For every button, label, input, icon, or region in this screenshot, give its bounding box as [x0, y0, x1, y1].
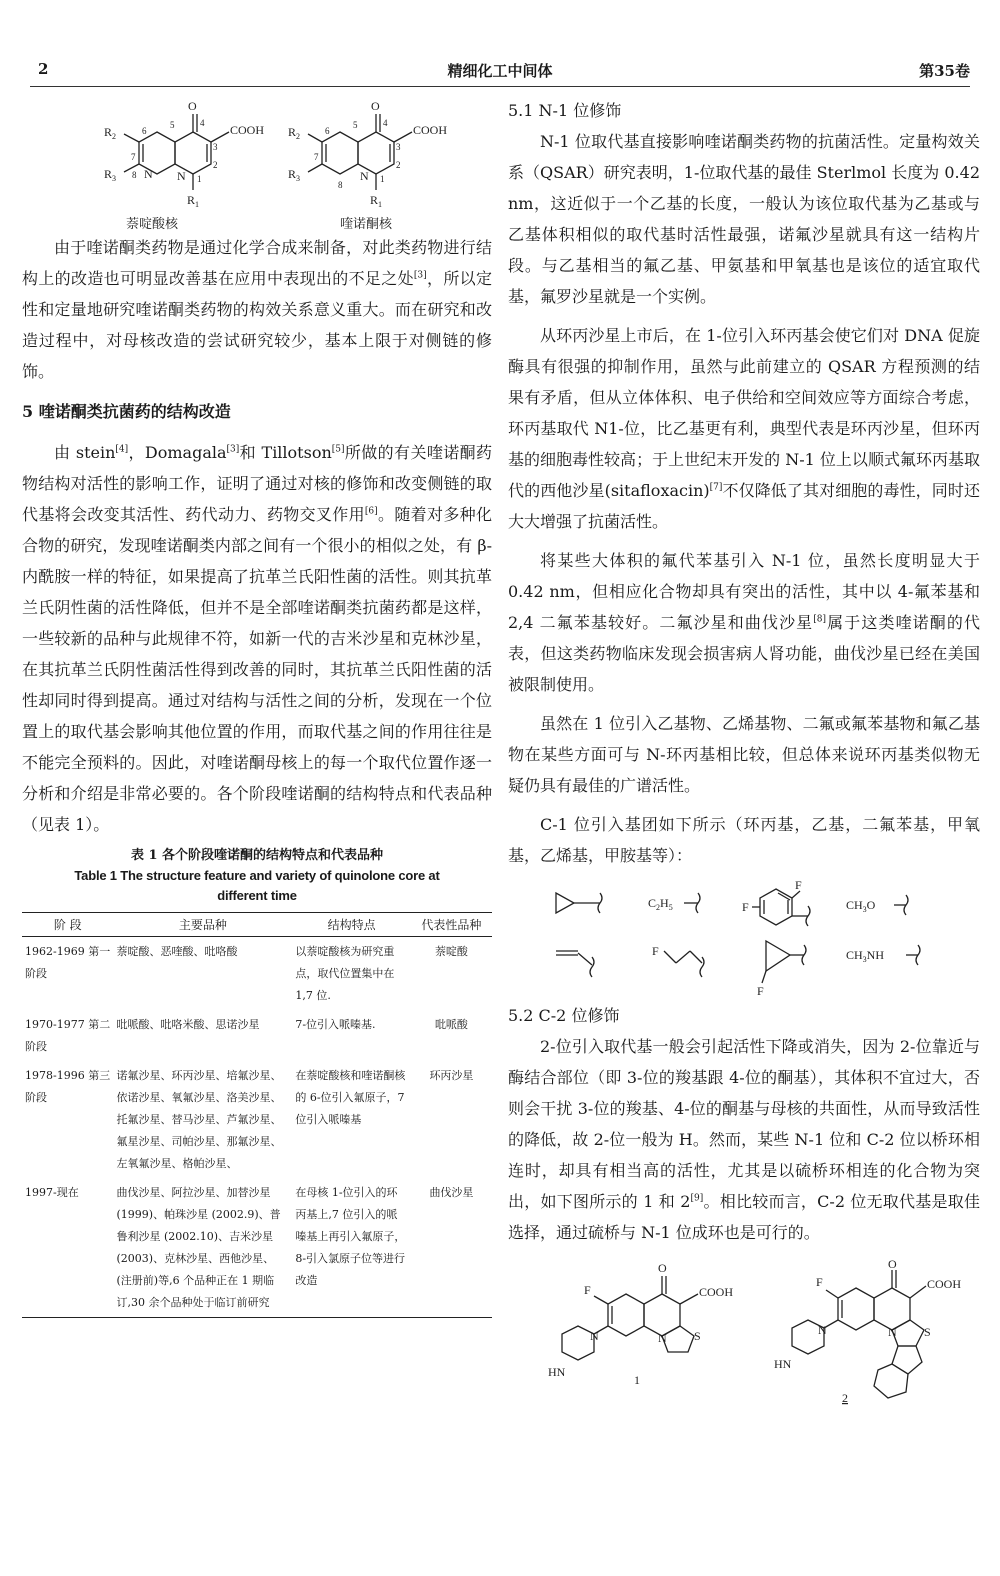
- f-label: F: [652, 944, 659, 958]
- citation[interactable]: [9]: [690, 1193, 704, 1204]
- section-5-1-heading: 5.1 N-1 位修饰: [508, 101, 622, 120]
- c2-s: S: [924, 1325, 931, 1339]
- cell-representative: 吡哌酸: [434, 1018, 468, 1031]
- cell-varieties: 曲伐沙星、阿拉沙星、加替沙星 (1999)、帕珠沙星 (2002.9)、普鲁利沙星 (2002.10)、吉米沙星(2003)、克林沙星、西他沙星、(注册前)等,6 个品种正在 1 期临订,30 余个品种处于临订前研究: [114, 1178, 293, 1318]
- c2-cooh: COOH: [927, 1277, 962, 1291]
- cell-feature: 在母核 1-位引入的环丙基上,7 位引入的哌嗪基上再引入氟原子，8-引入氯原子位等进行改造: [292, 1178, 411, 1318]
- table-caption-en-2: different time: [217, 888, 297, 903]
- quin-cooh: COOH: [413, 123, 448, 137]
- cell-stage: 1978-1996 第三阶段: [25, 1069, 111, 1104]
- cell-feature: 在萘啶酸核和喹诺酮核的 6-位引入氟原子，7 位引入哌嗪基: [295, 1069, 406, 1126]
- squiggle: [590, 957, 594, 977]
- quinolone-ring-a: [322, 132, 358, 174]
- compound-2-ring-a: [838, 1288, 874, 1330]
- quin-pos8: 8: [338, 180, 343, 190]
- citation[interactable]: [5]: [331, 444, 345, 455]
- paragraph-analogues: 虽然在 1 位引入乙基物、乙烯基物、二氟或氟苯基物和氟乙基物在某些方面可与 N-环丙基相比较，但总体来说环丙基类似物无疑仍具有最佳的广谱活性。: [508, 714, 980, 795]
- fluorocyclopropyl-ring: [766, 941, 790, 971]
- paragraph-n1-substituent: N-1 位取代基直接影响喹诺酮类药物的抗菌活性。定量构效关系（QSAR）研究表明，1-位取代基的最佳 Sterlmol 长度为 0.42 nm，这近似于一个乙基的长度，一般认为该位取代基为乙基或与乙基体积相似的取代基时活性最强，诺氟沙星就具有这一结构片段。与乙基相当的氟乙基、甲氨基和甲氧基也是该位的适宜取代基，氟罗沙星就是一个实例。: [508, 132, 980, 306]
- naphthyridine-cooh-bond: [211, 132, 229, 142]
- nap-cooh: COOH: [230, 123, 265, 137]
- squiggle: [700, 957, 704, 977]
- c2-f: F: [816, 1275, 823, 1289]
- cell-varieties: 诺氟沙星、环丙沙星、培氟沙星、依诺沙星、氧氟沙星、洛美沙星、托氟沙星、替马沙星、芦氟沙星、氟星沙星、司帕沙星、那氟沙星、左氧氟沙星、格帕沙星、: [116, 1069, 282, 1170]
- methylamino-label: $CH_3NH$: [846, 948, 885, 964]
- header-rule: [30, 86, 970, 87]
- journal-title: 精细化工中间体: [447, 62, 553, 80]
- nap-pos5: 5: [170, 120, 175, 130]
- c1-cooh: COOH: [699, 1285, 734, 1299]
- compound-1-label: 1: [634, 1373, 640, 1387]
- table-row: [22, 1178, 492, 1318]
- difluorophenyl-ring: [760, 889, 792, 925]
- naphthyridine-caption: 萘啶酸核: [126, 216, 179, 231]
- citation[interactable]: [3]: [413, 270, 427, 281]
- table-row: [22, 1010, 492, 1061]
- ethyl-label: $C_2H_5$: [648, 896, 673, 912]
- page-header: [30, 60, 970, 84]
- table-header-stage: 阶 段: [22, 913, 114, 937]
- f-label: F: [795, 878, 802, 892]
- nap-n: N: [177, 169, 186, 183]
- nap-pos4: 4: [200, 118, 205, 128]
- quin-pos3: 3: [396, 142, 401, 152]
- quin-pos6: 6: [325, 126, 330, 136]
- c2-n: N: [888, 1325, 897, 1339]
- compound-1-ring-a: [608, 1294, 644, 1336]
- c1-groups-figure: [508, 871, 980, 1001]
- f-label: F: [757, 984, 764, 998]
- quin-pos1: 1: [380, 174, 385, 184]
- right-column: [508, 96, 980, 1406]
- quin-n: N: [360, 169, 369, 183]
- table-row: [22, 937, 492, 1011]
- nap-o: O: [188, 99, 197, 113]
- page-number: 2: [38, 60, 49, 78]
- nap-ring-n: N: [144, 167, 153, 181]
- table-caption-en-1: Table 1 The structure feature and variety of quinolone core at: [74, 868, 440, 883]
- paragraph-c1-groups: C-1 位引入基团如下所示（环丙基，乙基，二氟苯基，甲氧基，乙烯基，甲胺基等）：: [508, 815, 980, 865]
- quin-o: O: [371, 99, 380, 113]
- cell-representative: 萘啶酸: [434, 945, 468, 958]
- cell-representative: 曲伐沙星: [411, 1178, 492, 1318]
- cell-feature: 以萘啶酸核为研究重点，取代位置集中在 1,7 位.: [295, 945, 395, 1002]
- c1-hn: HN: [548, 1365, 566, 1379]
- table-header-varieties: 主要品种: [114, 913, 293, 937]
- quinolone-caption: 喹诺酮核: [340, 216, 393, 231]
- c1-f: F: [584, 1283, 591, 1297]
- table-row: [22, 1061, 492, 1178]
- paragraph-fluorophenyl: 将某些大体积的氟代苯基引入 N-1 位，虽然长度明显大于 0.42 nm，但相应化合物却具有突出的活性，其中以 4-氟苯基和 2,4 二氟苯基较好。二氟沙星和曲伐沙星[8]属于这类喹诺酮的代表，但这类药物临床发现会损害病人肾功能，曲伐沙星已经在美国被限制使用。: [508, 551, 980, 694]
- quin-pos4: 4: [383, 118, 388, 128]
- table-header-row: [22, 913, 492, 937]
- nap-pos8: 8: [132, 170, 137, 180]
- c1-o: O: [658, 1261, 667, 1275]
- paragraph-cyclopropyl: 从环丙沙星上市后，在 1-位引入环丙基会使它们对 DNA 促旋酶具有很强的抑制作用，虽然与此前建立的 QSAR 方程预测的结果有矛盾，但从立体体积、电子供给和空间效应等方面综合考虑，环丙基取代 N1-位，比乙基更有利，典型代表是环丙沙星，但环丙基的细胞毒性较高；于上世纪末开发的 N-1 位上以顺式氟环丙基取代的西他沙星(sitafloxacin)[7]不仅降低了其对细胞的毒性，同时还大大增强了抗菌活性。: [508, 326, 980, 531]
- table-1-block: [22, 846, 492, 1318]
- compound-2-label: 2: [842, 1391, 848, 1405]
- paragraph-structure-modification: 由 stein[4]，Domagala[3]和 Tillotson[5]所做的有关喹诺酮药物结构对活性的影响工作，证明了通过对核的修饰和改变侧链的取代基将会改变其活性、药代动力、药物交叉作用[6]。随着对多种化合物的研究，发现喹诺酮类内部之间有一个很小的相似之处，有 β-内酰胺一样的特征，如果提高了抗革兰氏阳性菌的活性。则其抗革兰氏阴性菌的活性降低，但并不是全部喹诺酮类抗菌药都是这样，一些较新的品种与此规律不符，如新一代的吉米沙星和克林沙星，在其抗革兰氏阴性菌活性得到改善的同时，其抗革兰氏阳性菌的活性却同时得到提高。通过对结构与活性之间的分析，发现在一个位置上的取代基会影响其他位置的作用，而取代基之间的作用往往是不能完全预料的。因此，对喹诺酮母核上的每一个取代位置作逐一分析和介绍是非常必要的。各个阶段喹诺酮的结构特点和代表品种（见表 1）。: [22, 443, 492, 834]
- compound-2-benzo-ring: [874, 1364, 908, 1398]
- nap-pos7: 7: [131, 152, 136, 162]
- core-structures-figure: [22, 96, 492, 232]
- c1-n: N: [658, 1331, 667, 1345]
- methoxy-label: $CH_3O$: [846, 898, 876, 914]
- section-5-2-heading: 5.2 C-2 位修饰: [508, 1006, 620, 1025]
- c1-n-pip: N: [590, 1329, 599, 1343]
- paragraph-c2-modification: 2-位引入取代基一般会引起活性下降或消失，因为 2-位靠近与酶结合部位（即 3-位的羧基跟 4-位的酮基），其体积不宜过大，否则会干扰 3-位的羧基、4-位的酮基与母核的共面性，从而导致活性的降低，故 2-位一般为 H。然而，某些 N-1 位和 C-2 位以桥环相连时，却具有相当高的活性，尤其是以硫桥环相连的化合物为突出，如下图所示的 1 和 2[9]。相比较而言，C-2 位无取代基是取佳选择，通过硫桥与 N-1 位成环也是可行的。: [508, 1037, 980, 1242]
- quin-r2: $R_2$: [288, 125, 301, 141]
- quin-pos5: 5: [353, 120, 358, 130]
- nap-pos6: 6: [142, 126, 147, 136]
- cell-feature: 7-位引入哌嗪基.: [295, 1018, 376, 1031]
- nap-pos1: 1: [197, 174, 202, 184]
- quin-r1: $R_1$: [370, 193, 383, 209]
- nap-r3: $R_3$: [104, 167, 117, 183]
- citation[interactable]: [3]: [226, 444, 240, 455]
- cell-stage: 1962-1969 第一阶段: [25, 945, 111, 980]
- compounds-figure: [508, 1256, 980, 1406]
- citation[interactable]: [7]: [709, 482, 723, 493]
- cell-stage: 1970-1977 第二阶段: [25, 1018, 111, 1053]
- naphthyridine-ring-b: [175, 132, 211, 174]
- compound-2-benzo: [892, 1346, 922, 1374]
- table-caption-cn: 表 1 各个阶段喹诺酮的结构特点和代表品种: [130, 848, 384, 863]
- compound-1-thiazolidine: [662, 1326, 694, 1352]
- table-header-feature: 结构特点: [292, 913, 411, 937]
- citation[interactable]: [8]: [813, 614, 827, 625]
- cell-stage: 1997-现在: [22, 1178, 114, 1318]
- c2-n-pip: N: [818, 1323, 827, 1337]
- citation[interactable]: [4]: [115, 444, 129, 455]
- cell-varieties: 吡哌酸、吡咯米酸、思诺沙星: [116, 1018, 260, 1031]
- table-1: [22, 912, 492, 1318]
- quin-r3: $R_3$: [288, 167, 301, 183]
- cell-varieties: 萘啶酸、恶喹酸、吡咯酸: [116, 945, 238, 958]
- cyclopropyl-ring: [556, 893, 574, 913]
- c2-o: O: [888, 1257, 897, 1271]
- left-column: [22, 96, 492, 1318]
- section-5-heading: 5 喹诺酮类抗菌药的结构改造: [22, 402, 231, 421]
- paragraph-intro: 由于喹诺酮类药物是通过化学合成来制备，对此类药物进行结构上的改造也可明显改善基在应用中表现出的不足之处[3]，所以定性和定量地研究喹诺酮类药物的构效关系意义重大。而在研究和改造过程中，对母核改造的尝试研究较少，基本上限于对侧链的修饰。: [22, 238, 492, 381]
- citation[interactable]: [6]: [364, 506, 378, 517]
- nap-pos2: 2: [213, 160, 218, 170]
- nap-r2: $R_2$: [104, 125, 117, 141]
- c2-hn: HN: [774, 1357, 792, 1371]
- nap-pos3: 3: [213, 142, 218, 152]
- volume-label: 第35卷: [919, 62, 970, 80]
- quinolone-ring-b: [358, 132, 394, 174]
- quin-pos2: 2: [396, 160, 401, 170]
- quin-pos7: 7: [314, 152, 319, 162]
- f-label: F: [742, 900, 749, 914]
- compound-2-thiazole: [892, 1320, 924, 1346]
- c1-s: S: [694, 1329, 701, 1343]
- nap-r1: $R_1$: [187, 193, 200, 209]
- cell-representative: 环丙沙星: [429, 1069, 474, 1082]
- table-header-representative: 代表性品种: [411, 913, 492, 937]
